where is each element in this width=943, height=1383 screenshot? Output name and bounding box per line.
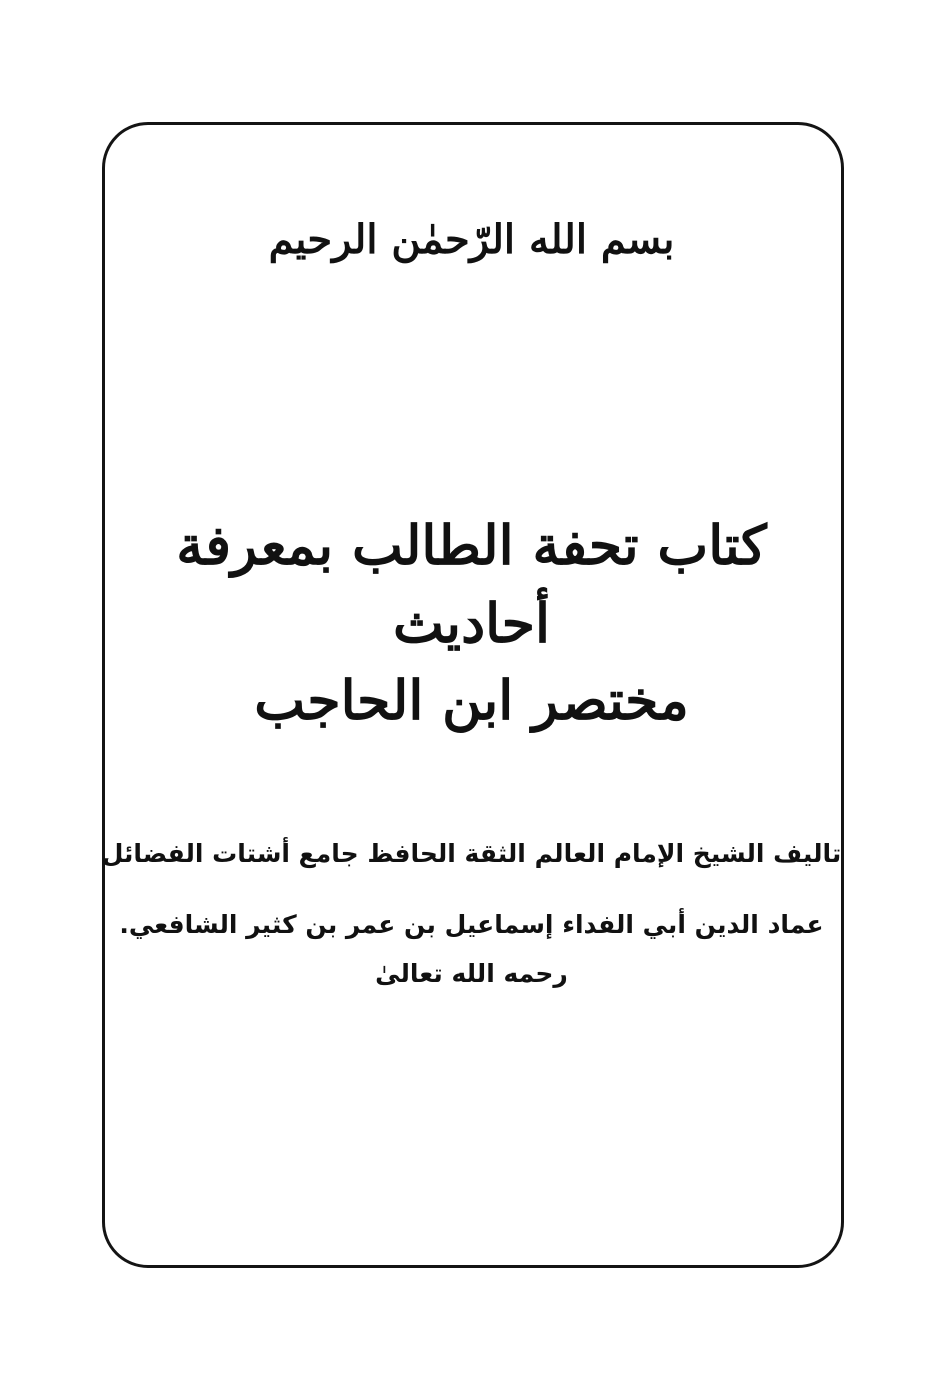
book-title-line-3: مختصر ابن الحاجب <box>254 668 689 732</box>
author-line-1: تاليف الشيخ الإمام العالم الثقة الحافظ جامع أشتات الفضائل <box>101 839 842 868</box>
basmala-heading: بسم الله الرّحمٰن الرحيم <box>268 216 675 263</box>
book-title-line-2: أحاديث <box>393 591 550 655</box>
author-line-3: رحمه الله تعالىٰ <box>375 959 568 988</box>
book-title-line-1: كتاب تحفة الطالب بمعرفة <box>176 513 767 577</box>
author-line-2: عماد الدين أبي الفداء إسماعيل بن عمر بن كثير الشافعي. <box>119 910 824 939</box>
